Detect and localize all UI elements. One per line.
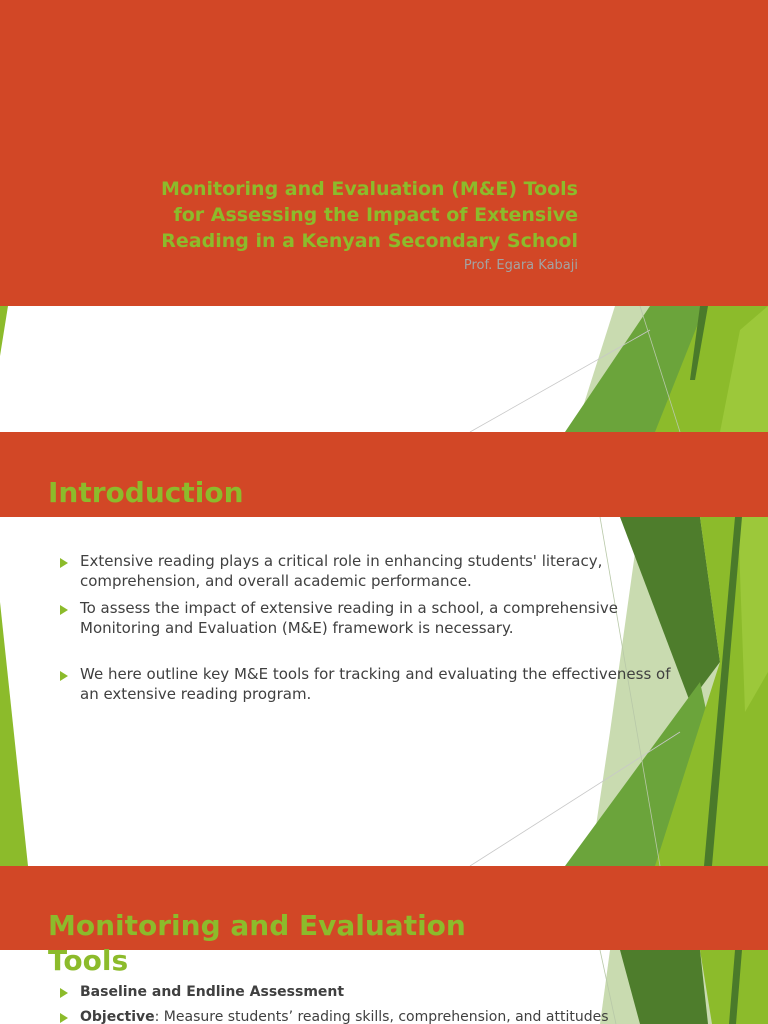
presentation-author: Prof. Egara Kabaji: [463, 258, 578, 273]
presentation-title: [58, 176, 578, 254]
bullet-item: [60, 665, 720, 704]
bullet-list: [60, 552, 720, 704]
bullet-text-line: Extensive reading plays a critical role in enhancing students' literacy,: [80, 552, 603, 570]
bullet-arrow-icon: [60, 558, 68, 568]
title-slide: [0, 0, 768, 432]
heading-line: Monitoring and Evaluation: [48, 909, 466, 942]
bullet-arrow-icon: [60, 671, 68, 681]
bullet-list: [60, 983, 760, 1024]
bullet-text-line: Monitoring and Evaluation (M&E) framework is necessary.: [80, 618, 514, 637]
bullet-item: [60, 983, 760, 1001]
title-line: Reading in a Kenyan Secondary School: [161, 230, 578, 252]
me-tools-slide: [0, 866, 768, 1024]
bullet-label: Objective: [80, 1009, 155, 1024]
bullet-item: [60, 1008, 760, 1024]
facet-left-sliver: [0, 306, 8, 356]
bullet-text: Baseline and Endline Assessment: [80, 984, 345, 1000]
bullet-arrow-icon: [60, 988, 68, 998]
bullet-text-line: To assess the impact of extensive reading in a school, a comprehensive: [80, 599, 619, 617]
bullet-text: : Measure students’ reading skills, comprehension, and attitudes: [154, 1009, 609, 1024]
bullet-arrow-icon: [60, 605, 68, 615]
slide-heading: Introduction: [48, 476, 244, 509]
heading-line: Tools: [48, 944, 129, 977]
introduction-slide: [0, 432, 768, 866]
bullet-item: [60, 599, 720, 638]
slide-heading: [48, 908, 466, 978]
bullet-item: [60, 552, 720, 591]
title-line: for Assessing the Impact of Extensive: [173, 204, 578, 226]
bullet-text-line: We here outline key M&E tools for tracking and evaluating the effectiveness of: [80, 665, 671, 683]
facet-left-sliver: [0, 602, 28, 866]
title-line: Monitoring and Evaluation (M&E) Tools: [161, 178, 578, 200]
bullet-text-line: an extensive reading program.: [80, 684, 312, 703]
bullet-arrow-icon: [60, 1013, 68, 1023]
bullet-text-line: comprehension, and overall academic performance.: [80, 571, 472, 590]
